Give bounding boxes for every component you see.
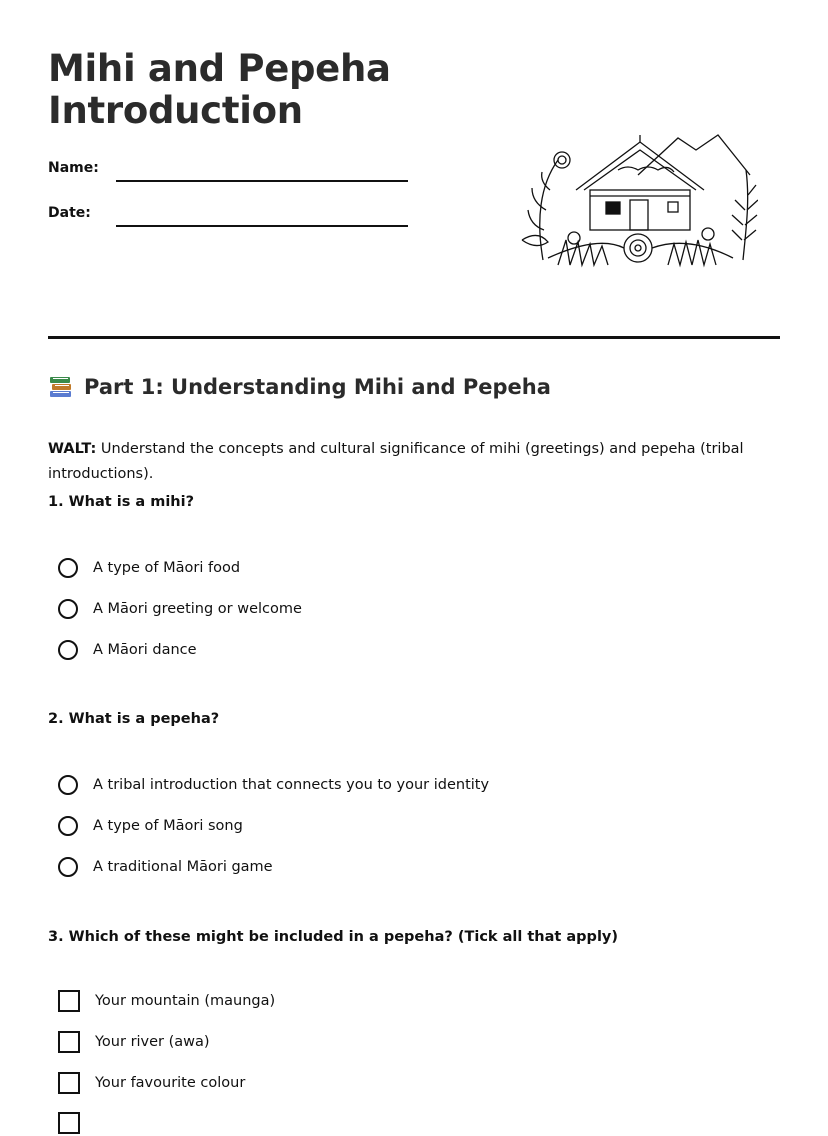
date-label: Date: — [48, 205, 91, 221]
q2-option-3[interactable] — [58, 854, 273, 880]
books-icon — [48, 374, 74, 400]
option-label: Your mountain (maunga) — [95, 993, 276, 1009]
q3-option-4-partial[interactable] — [58, 1110, 95, 1136]
page-title: Mihi and Pepeha Introduction — [48, 47, 391, 132]
wharenui-house-illustration — [518, 130, 758, 270]
name-line[interactable] — [116, 180, 408, 182]
part-1-heading-text: Part 1: Understanding Mihi and Pepeha — [84, 375, 551, 399]
question-3: 3. Which of these might be included in a pepeha? (Tick all that apply) — [48, 929, 618, 945]
radio-button[interactable] — [58, 558, 78, 578]
name-label: Name: — [48, 160, 99, 176]
section-divider — [48, 336, 780, 339]
part-1-heading — [48, 374, 551, 400]
q2-option-2[interactable] — [58, 813, 243, 839]
date-line[interactable] — [116, 225, 408, 227]
option-label: A type of Māori song — [93, 818, 243, 834]
date-field[interactable] — [48, 205, 408, 235]
checkbox[interactable] — [58, 1031, 80, 1053]
q3-option-2[interactable] — [58, 1029, 210, 1055]
q3-option-1[interactable] — [58, 988, 275, 1014]
radio-button[interactable] — [58, 775, 78, 795]
option-label: A Māori dance — [93, 642, 197, 658]
q1-option-3[interactable] — [58, 637, 197, 663]
q1-option-2[interactable] — [58, 596, 302, 622]
question-1: 1. What is a mihi? — [48, 494, 194, 510]
question-2: 2. What is a pepeha? — [48, 711, 220, 727]
option-label: Your favourite colour — [95, 1075, 246, 1091]
option-label: A tribal introduction that connects you to your identity — [93, 777, 490, 793]
option-label: A traditional Māori game — [93, 859, 273, 875]
checkbox[interactable] — [58, 990, 80, 1012]
option-label: Your river (awa) — [95, 1034, 210, 1050]
radio-button[interactable] — [58, 599, 78, 619]
option-label: A Māori greeting or welcome — [93, 601, 302, 617]
walt-text: Understand the concepts and cultural significance of mihi (greetings) and pepeha (tribal introductions). — [48, 440, 744, 482]
q1-option-1[interactable] — [58, 555, 240, 581]
q2-option-1[interactable] — [58, 772, 489, 798]
radio-button[interactable] — [58, 816, 78, 836]
radio-button[interactable] — [58, 857, 78, 877]
q3-option-3[interactable] — [58, 1070, 245, 1096]
option-label: A type of Māori food — [93, 560, 241, 576]
radio-button[interactable] — [58, 640, 78, 660]
walt-statement — [48, 437, 748, 487]
name-field[interactable] — [48, 160, 408, 190]
checkbox[interactable] — [58, 1072, 80, 1094]
checkbox[interactable] — [58, 1112, 80, 1134]
walt-label: WALT: — [48, 440, 97, 457]
